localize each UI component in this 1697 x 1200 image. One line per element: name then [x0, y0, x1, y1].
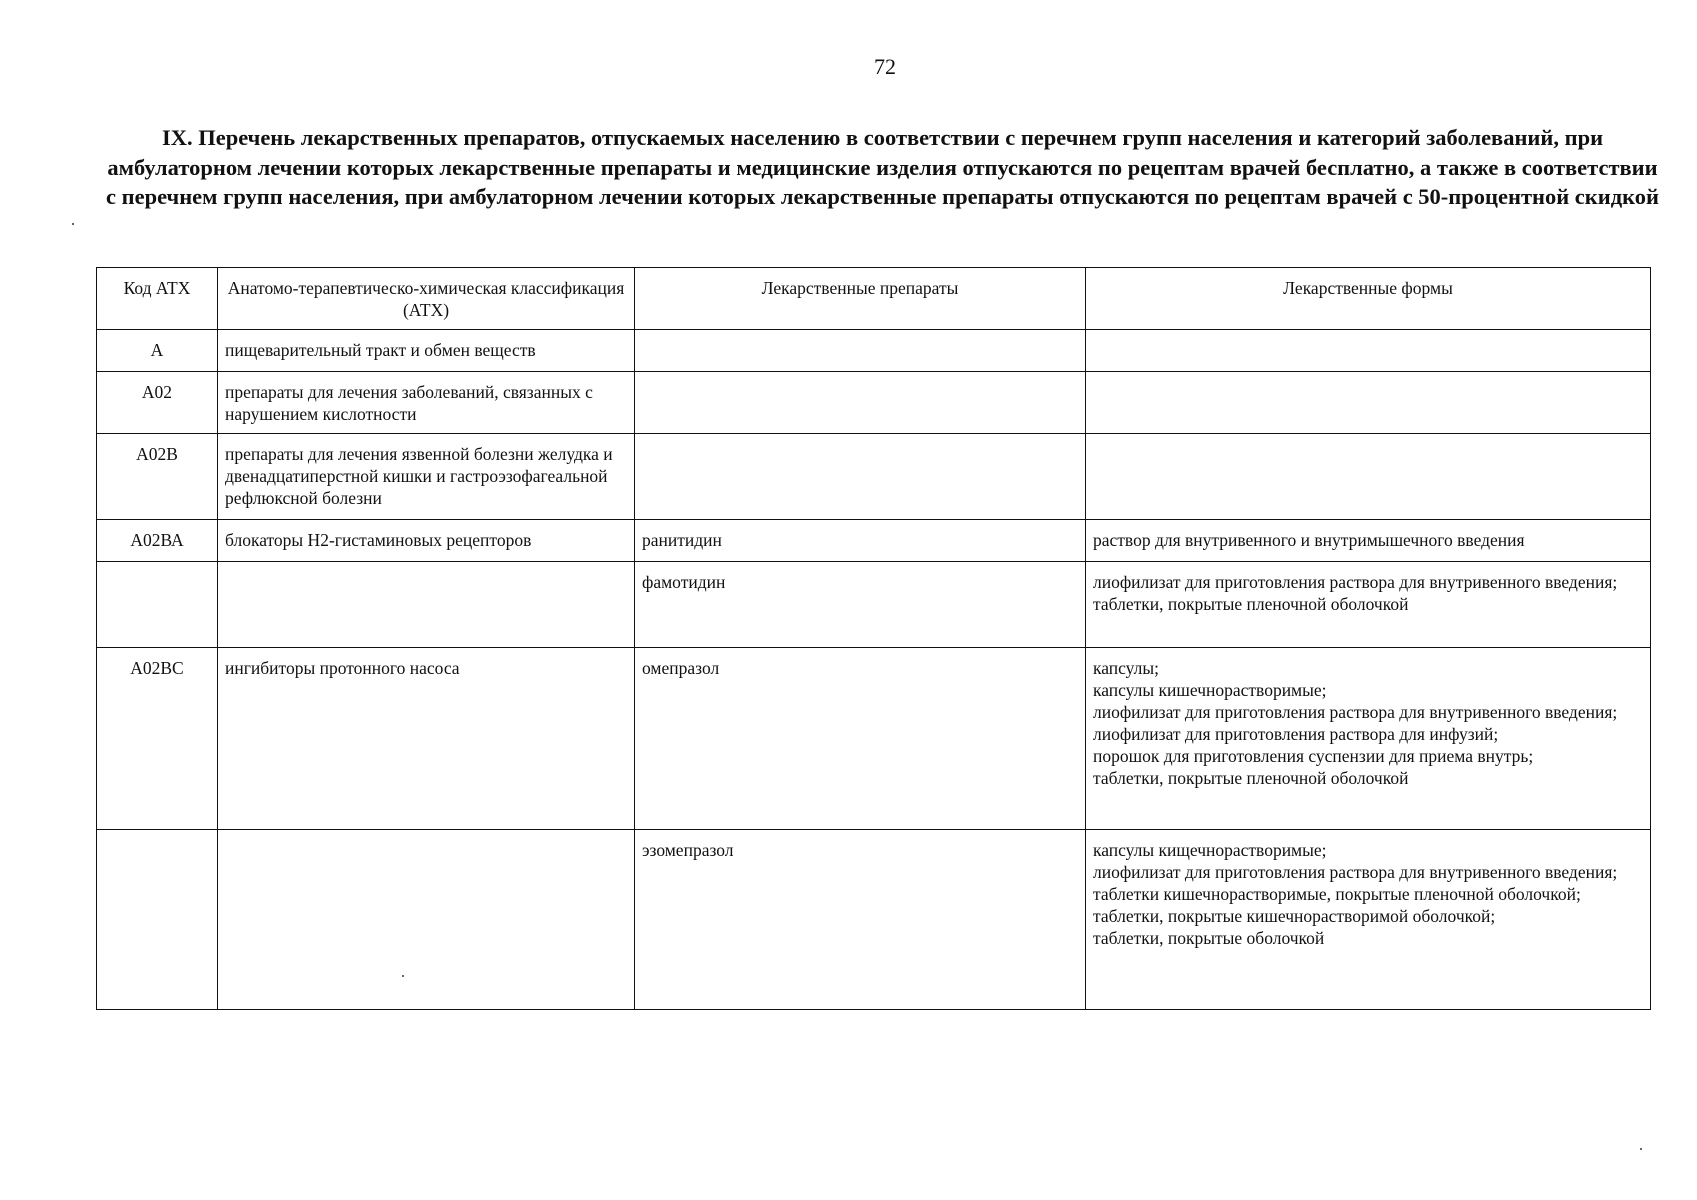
- drug-table: [96, 267, 1651, 1010]
- table-row: [97, 830, 1651, 1010]
- atc-name-cell: пищеварительный тракт и обмен веществ: [218, 330, 635, 372]
- scan-speck: [1640, 1148, 1642, 1150]
- forms-cell: [1086, 330, 1651, 372]
- table-row: [97, 648, 1651, 830]
- atc-name-cell: блокаторы Н2-гистаминовых рецепторов: [218, 520, 635, 562]
- dosage-form: раствор для внутривенного и внутримышечного введения: [1093, 530, 1525, 550]
- table-row: [97, 372, 1651, 434]
- header-dosage-forms: Лекарственные формы: [1086, 268, 1651, 330]
- forms-cell: [1086, 520, 1651, 562]
- forms-cell: [1086, 562, 1651, 648]
- table-header: [97, 268, 1651, 330]
- forms-cell: [1086, 372, 1651, 434]
- atc-name-cell: препараты для лечения заболеваний, связанных с нарушением кислотности: [218, 372, 635, 434]
- dosage-form: капсулы кишечнорастворимые;: [1093, 680, 1327, 700]
- drug-cell: омепразол: [635, 648, 1086, 830]
- scan-speck: [402, 975, 404, 977]
- dosage-form: таблетки кишечнорастворимые, покрытые пленочной оболочкой;: [1093, 884, 1581, 904]
- header-atc-code: Код АТХ: [97, 268, 218, 330]
- forms-cell: [1086, 648, 1651, 830]
- page-number: 72: [874, 54, 896, 79]
- header-atc-classification: Анатомо-терапевтическо-химическая классификация (АТХ): [218, 268, 635, 330]
- atc-name-cell: [218, 562, 635, 648]
- dosage-form: таблетки, покрытые пленочной оболочкой: [1093, 768, 1409, 788]
- dosage-form: таблетки, покрытые кишечнорастворимой оболочкой;: [1093, 906, 1496, 926]
- dosage-form: порошок для приготовления суспензии для приема внутрь;: [1093, 746, 1534, 766]
- table-row: [97, 434, 1651, 520]
- dosage-form: капсулы кищечнорастворимые;: [1093, 840, 1327, 860]
- header-row: [97, 268, 1651, 330]
- atc-code-cell: [97, 562, 218, 648]
- drug-cell: эзомепразол: [635, 830, 1086, 1010]
- atc-code-cell: А02ВС: [97, 648, 218, 830]
- atc-code-cell: А02В: [97, 434, 218, 520]
- atc-code-cell: А: [97, 330, 218, 372]
- atc-code-cell: А02: [97, 372, 218, 434]
- drug-cell: [635, 372, 1086, 434]
- dosage-form: лиофилизат для приготовления раствора для инфузий;: [1093, 724, 1499, 744]
- atc-code-cell: [97, 830, 218, 1010]
- atc-code-cell: А02ВА: [97, 520, 218, 562]
- dosage-form: лиофилизат для приготовления раствора для внутривенного введения;: [1093, 572, 1618, 592]
- dosage-form: лиофилизат для приготовления раствора для внутривенного введения;: [1093, 702, 1618, 722]
- dosage-form: таблетки, покрытые оболочкой: [1093, 928, 1325, 948]
- dosage-form: таблетки, покрытые пленочной оболочкой: [1093, 594, 1409, 614]
- scan-speck: [72, 223, 74, 225]
- forms-cell: [1086, 434, 1651, 520]
- drug-cell: ранитидин: [635, 520, 1086, 562]
- dosage-form: капсулы;: [1093, 658, 1160, 678]
- header-drugs: Лекарственные препараты: [635, 268, 1086, 330]
- forms-cell: [1086, 830, 1651, 1010]
- atc-name-cell: ингибиторы протонного насоса: [218, 648, 635, 830]
- drug-cell: [635, 330, 1086, 372]
- atc-name-cell: препараты для лечения язвенной болезни желудка и двенадцатиперстной кишки и гастроэзофагеальной рефлюксной болезни: [218, 434, 635, 520]
- atc-name-cell: [218, 830, 635, 1010]
- dosage-form: лиофилизат для приготовления раствора для внутривенного введения;: [1093, 862, 1618, 882]
- section-title: IX. Перечень лекарственных препаратов, отпускаемых населению в соответствии с перечнем групп населения и категорий заболеваний, при амбулаторном лечении которых лекарственные препараты и медицинские изделия отпускаются по рецептам врачей бесплатно, а также в соответствии с перечнем групп населения, при амбулаторном лечении которых лекарственные препараты отпускаются по рецептам врачей с 50-процентной скидкой: [106, 125, 1659, 209]
- table-row: [97, 330, 1651, 372]
- table-row: [97, 520, 1651, 562]
- table-body: [97, 330, 1651, 1010]
- drug-cell: фамотидин: [635, 562, 1086, 648]
- drug-cell: [635, 434, 1086, 520]
- table-row: [97, 562, 1651, 648]
